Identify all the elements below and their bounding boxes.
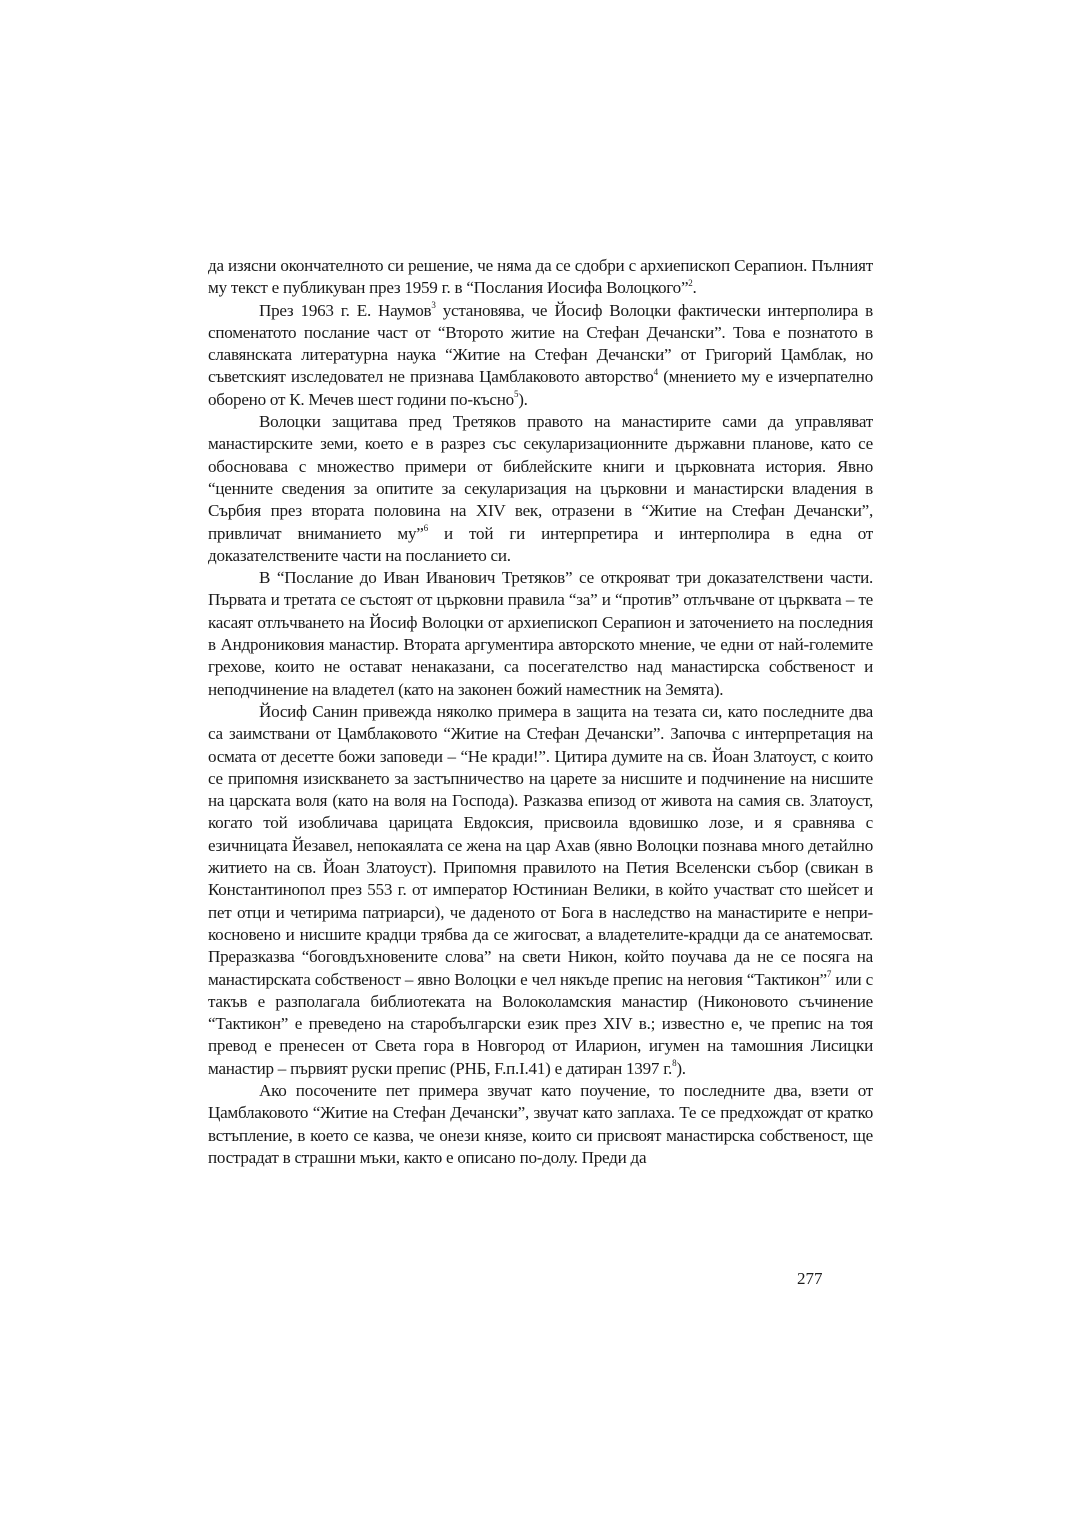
footnote-ref: 3 — [431, 299, 436, 310]
text-run: ). — [676, 1058, 686, 1078]
footnote-ref: 4 — [653, 366, 658, 377]
paragraph — [208, 701, 873, 1080]
text-run: ). — [518, 389, 528, 409]
footnote-ref: 8 — [672, 1058, 677, 1068]
text-run: Ако посочените пет примера звучат като поучение, то последните два, взети от Цамблаковото “Житие на Стефан Дечански”, звучат като заплаха. Те се предхождат от кратко встъпление, в което се казва, че онези князе, които си присвоят манастирска собственост, ще пострадат в страшни мъки, както е описано по-долу. Преди да — [208, 1080, 873, 1167]
paragraph — [208, 300, 873, 411]
text-run: През 1963 г. Е. Наумов — [259, 300, 432, 320]
text-run: или с такъв е разполагала библиотеката на Волоколамския манастир (Никоновото съчинение “Тактикон” е преведено на старобългарски език през XIV в.; известно е, че препис на тоя превод е пренесен от Света гора в Новгород от Иларион, игумен на тамошния Лисицки манастир – първият руски препис (РНБ, F.п.I.41) е датиран 1397 г. — [208, 969, 873, 1078]
body-text — [208, 255, 873, 1169]
footnote-ref: 7 — [826, 968, 832, 979]
text-run: да изясни окончателното си решение, че няма да се сдобри с архиепископ Серапион. Пълният му текст е публикуван през 1959 г. в “Послания Иосифа Волоцкого” — [208, 256, 873, 298]
paragraph — [208, 411, 873, 567]
text-run: Йосиф Санин привежда няколко примера в защита на тезата си, като последните два са заимствани от Цамблаковото “Житие на Стефан Дечански”. Започва с интерпретация на осмата от десетте божи заповеди – “Не кради!”. Цитира думите на св. Йоан Златоуст, с които се припомня изискването за застъпничество на царете за нисшите и подчинение на нисшите на царската воля (като на воля на Господа). Разказва епизод от живота на самия св. Златоуст, когато той изобличава царицата Евдоксия, присвоила вдовишко лозе, и я сравнява с езичницата Йезавел, непокаялата се жена на цар Ахав (явно Волоцки познава много детайлно житието на св. Йоан Златоуст). Припомня правилото на Петия Вселенски събор (свикан в Константинопол през 553 г. от император Юстиниан Велики, в който участват сто шейсет и пет отци и четирима патриарси), че даденото от Бога в наследство на манастирите е непри-косновено и нисшите крадци трябва да се жигосват, а владетелите-крадци да се анатемосват. Преразказва “боговдъхновените слова” на свети Никон, който поучава да не се посяга на манастирската собственост – явно Волоцки е чел някъде препис на неговия “Тактикон” — [208, 701, 873, 989]
paragraph — [208, 567, 873, 701]
text-run: и той ги интерпретира и интерполира в една от доказателствените части на посланието си. — [208, 523, 873, 565]
text-run: установява, че Йосиф Волоцки фактически интерполира в споменатото послание част от “Второто житие на Стефан Дечански”. Това е познатото в славянската литературна наука “Житие на Стефан Дечански” от Григорий Цамблак, но съветският изследовател не признава Цамблаковото авторство — [208, 300, 873, 387]
paragraph — [208, 1080, 873, 1169]
text-run: (мнението му е изчерпателно оборено от К. Мечев шест години по-късно — [208, 367, 874, 409]
text-run: Волоцки защитава пред Третяков правото на манастирите сами да управляват манастирските земи, което е в разрез със секуларизационните държавни планове, като се обосновава с множество примери от библейските книги и църковната история. Явно “ценните сведения за опитите за секуларизация на църковни и манастирски владения в Сърбия през втората половина на XIV век, отразени в “Житие на Стефан Дечански”, привличат вниманието му” — [208, 412, 873, 543]
paragraph — [208, 255, 873, 300]
footnote-ref: 6 — [423, 522, 428, 533]
page-number: 277 — [797, 1269, 823, 1288]
text-run: . — [692, 278, 697, 298]
footnote-ref: 2 — [688, 277, 693, 288]
footnote-ref: 5 — [513, 389, 519, 400]
text-run: В “Послание до Иван Иванович Третяков” се открояват три доказателствени части. Първата и третата се състоят от църковни правила “за” и “против” отлъчване от църквата – те касаят отлъчването на Йосиф Волоцки от архиепископ Серапион и заточението на последния в Андрониковия манастир. Втората аргументира авторското мнение, че едни от най-големите грехове, които не остават ненаказани, са посегателство над манастирска собственост и неподчинение на владетел (като на законен божий наместник на Земята). — [208, 568, 873, 699]
